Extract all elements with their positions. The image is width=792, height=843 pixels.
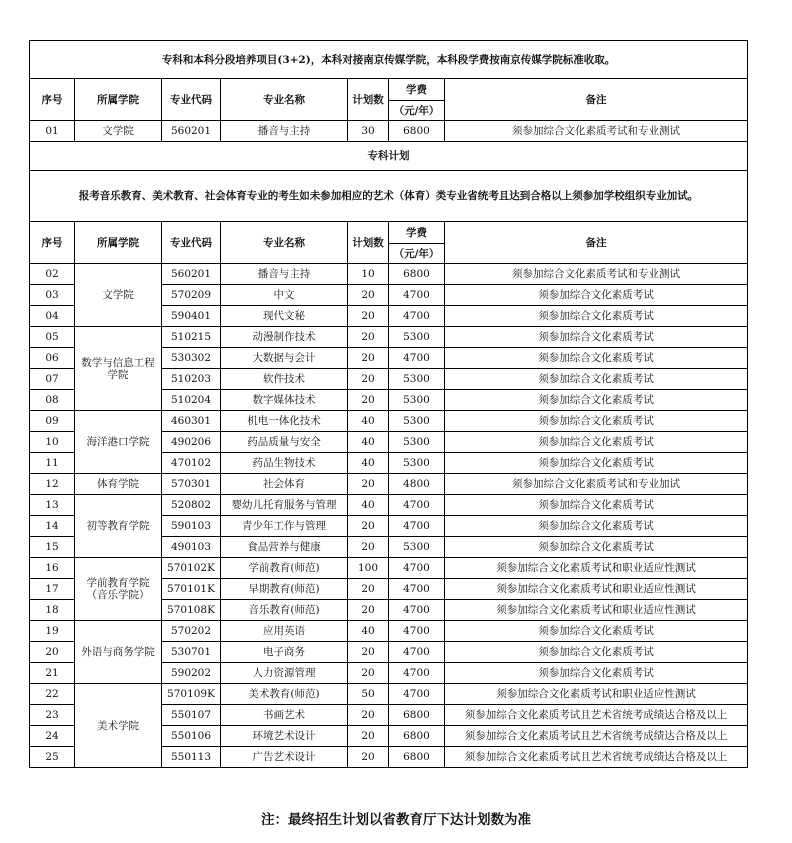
cell-fee: 6800 [389,121,445,142]
table-row [30,327,748,348]
cell-no: 13 [30,495,75,516]
cell-quota: 20 [348,516,389,537]
cell-major: 应用英语 [221,621,348,642]
cell-college: 学前教育学院（音乐学院） [75,558,162,621]
cell-quota: 20 [348,306,389,327]
cell-quota: 20 [348,642,389,663]
cell-fee: 5300 [389,390,445,411]
cell-major: 播音与主持 [221,264,348,285]
cell-remark: 须参加综合文化素质考试 [445,432,748,453]
cell-quota: 20 [348,285,389,306]
header-fee-unit: （元/年） [389,101,445,121]
cell-quota: 40 [348,453,389,474]
cell-major: 广告艺术设计 [221,747,348,768]
header-quota: 计划数 [348,222,389,264]
cell-code: 530701 [162,642,221,663]
cell-fee: 4700 [389,600,445,621]
cell-quota: 20 [348,747,389,768]
cell-college: 外语与商务学院 [75,621,162,684]
cell-fee: 5300 [389,537,445,558]
cell-remark: 须参加综合文化素质考试 [445,411,748,432]
cell-major: 药品质量与安全 [221,432,348,453]
cell-no: 18 [30,600,75,621]
cell-code: 560201 [162,121,221,142]
cell-remark: 须参加综合文化素质考试 [445,369,748,390]
cell-fee: 5300 [389,453,445,474]
cell-code: 550113 [162,747,221,768]
cell-major: 中文 [221,285,348,306]
cell-fee: 4700 [389,558,445,579]
cell-remark: 须参加综合文化素质考试和职业适应性测试 [445,684,748,705]
header-code: 专业代码 [162,222,221,264]
cell-code: 520802 [162,495,221,516]
cell-major: 数字媒体技术 [221,390,348,411]
cell-remark: 须参加综合文化素质考试和专业测试 [445,264,748,285]
cell-no: 08 [30,390,75,411]
cell-no: 09 [30,411,75,432]
cell-fee: 4700 [389,579,445,600]
cell-fee: 4700 [389,642,445,663]
cell-code: 560201 [162,264,221,285]
cell-fee: 6800 [389,264,445,285]
cell-code: 570101K [162,579,221,600]
cell-no: 23 [30,705,75,726]
cell-fee: 4700 [389,495,445,516]
cell-remark: 须参加综合文化素质考试 [445,516,748,537]
cell-quota: 30 [348,121,389,142]
cell-fee: 4700 [389,285,445,306]
cell-fee: 5300 [389,327,445,348]
header-fee: 学费 [389,79,445,101]
cell-remark: 须参加综合文化素质考试 [445,495,748,516]
header-fee: 学费 [389,222,445,244]
cell-quota: 100 [348,558,389,579]
section2-note-row [30,171,748,222]
cell-fee: 5300 [389,411,445,432]
cell-quota: 40 [348,432,389,453]
cell-college: 数学与信息工程学院 [75,327,162,411]
cell-major: 早期教育(师范) [221,579,348,600]
cell-major: 婴幼儿托育服务与管理 [221,495,348,516]
cell-college: 文学院 [75,264,162,327]
cell-quota: 20 [348,348,389,369]
cell-remark: 须参加综合文化素质考试 [445,306,748,327]
cell-code: 570108K [162,600,221,621]
cell-no: 02 [30,264,75,285]
table-row [30,474,748,495]
cell-code: 470102 [162,453,221,474]
cell-quota: 20 [348,390,389,411]
cell-quota: 40 [348,411,389,432]
header-fee-unit: （元/年） [389,244,445,264]
cell-no: 17 [30,579,75,600]
cell-code: 570202 [162,621,221,642]
cell-major: 电子商务 [221,642,348,663]
cell-remark: 须参加综合文化素质考试 [445,537,748,558]
cell-no: 12 [30,474,75,495]
cell-code: 490103 [162,537,221,558]
cell-code: 460301 [162,411,221,432]
cell-code: 590103 [162,516,221,537]
cell-no: 24 [30,726,75,747]
cell-quota: 50 [348,684,389,705]
cell-major: 美术教育(师范) [221,684,348,705]
cell-major: 动漫制作技术 [221,327,348,348]
cell-code: 590202 [162,663,221,684]
cell-code: 570102K [162,558,221,579]
cell-college: 美术学院 [75,684,162,768]
cell-major: 学前教育(师范) [221,558,348,579]
cell-major: 大数据与会计 [221,348,348,369]
cell-no: 25 [30,747,75,768]
table-header-row [30,222,748,244]
cell-remark: 须参加综合文化素质考试 [445,453,748,474]
cell-major: 播音与主持 [221,121,348,142]
header-major: 专业名称 [221,222,348,264]
section1-banner: 专科和本科分段培养项目(3+2)，本科对接南京传媒学院，本科段学费按南京传媒学院标准收取。 [30,41,748,79]
table-row [30,621,748,642]
cell-fee: 6800 [389,705,445,726]
header-remark: 备注 [445,79,748,121]
cell-code: 510203 [162,369,221,390]
cell-fee: 6800 [389,747,445,768]
cell-fee: 6800 [389,726,445,747]
footer-note: 注：最终招生计划以省教育厅下达计划数为准 [261,812,531,828]
cell-no: 05 [30,327,75,348]
table-row [30,264,748,285]
cell-major: 人力资源管理 [221,663,348,684]
cell-remark: 须参加综合文化素质考试 [445,621,748,642]
cell-quota: 20 [348,600,389,621]
section1-banner-row [30,41,748,79]
cell-major: 药品生物技术 [221,453,348,474]
cell-remark: 须参加综合文化素质考试和专业加试 [445,474,748,495]
cell-no: 14 [30,516,75,537]
cell-quota: 20 [348,537,389,558]
cell-fee: 4700 [389,306,445,327]
cell-fee: 4700 [389,348,445,369]
cell-remark: 须参加综合文化素质考试 [445,642,748,663]
cell-major: 软件技术 [221,369,348,390]
cell-code: 570109K [162,684,221,705]
cell-remark: 须参加综合文化素质考试和专业测试 [445,121,748,142]
cell-code: 510215 [162,327,221,348]
cell-major: 环境艺术设计 [221,726,348,747]
cell-remark: 须参加综合文化素质考试 [445,348,748,369]
cell-remark: 须参加综合文化素质考试且艺术省统考成绩达合格及以上 [445,726,748,747]
cell-no: 19 [30,621,75,642]
cell-code: 530302 [162,348,221,369]
cell-quota: 40 [348,495,389,516]
header-college: 所属学院 [75,79,162,121]
cell-code: 490206 [162,432,221,453]
cell-major: 青少年工作与管理 [221,516,348,537]
header-college: 所属学院 [75,222,162,264]
enrollment-plan-table [29,40,748,768]
header-quota: 计划数 [348,79,389,121]
cell-fee: 4700 [389,684,445,705]
cell-major: 现代文秘 [221,306,348,327]
cell-no: 10 [30,432,75,453]
cell-no: 01 [30,121,75,142]
table-header-row [30,79,748,101]
cell-college: 海洋港口学院 [75,411,162,474]
cell-quota: 20 [348,369,389,390]
cell-college: 文学院 [75,121,162,142]
cell-remark: 须参加综合文化素质考试 [445,663,748,684]
cell-quota: 40 [348,621,389,642]
cell-no: 03 [30,285,75,306]
cell-quota: 20 [348,726,389,747]
cell-no: 07 [30,369,75,390]
cell-remark: 须参加综合文化素质考试和职业适应性测试 [445,600,748,621]
cell-fee: 5300 [389,432,445,453]
cell-no: 16 [30,558,75,579]
cell-fee: 4700 [389,663,445,684]
table-row [30,411,748,432]
cell-remark: 须参加综合文化素质考试和职业适应性测试 [445,579,748,600]
cell-remark: 须参加综合文化素质考试且艺术省统考成绩达合格及以上 [445,705,748,726]
cell-code: 590401 [162,306,221,327]
cell-quota: 20 [348,705,389,726]
cell-college: 体育学院 [75,474,162,495]
cell-no: 11 [30,453,75,474]
cell-major: 社会体育 [221,474,348,495]
cell-quota: 20 [348,579,389,600]
cell-major: 机电一体化技术 [221,411,348,432]
table-row [30,684,748,705]
cell-no: 21 [30,663,75,684]
cell-no: 15 [30,537,75,558]
header-code: 专业代码 [162,79,221,121]
header-no: 序号 [30,79,75,121]
cell-code: 550107 [162,705,221,726]
cell-no: 22 [30,684,75,705]
table-row [30,495,748,516]
cell-major: 书画艺术 [221,705,348,726]
cell-fee: 4700 [389,621,445,642]
header-no: 序号 [30,222,75,264]
cell-remark: 须参加综合文化素质考试 [445,327,748,348]
section2-title-row [30,142,748,171]
cell-code: 550106 [162,726,221,747]
cell-code: 510204 [162,390,221,411]
header-major: 专业名称 [221,79,348,121]
cell-fee: 4800 [389,474,445,495]
cell-remark: 须参加综合文化素质考试 [445,285,748,306]
cell-quota: 20 [348,663,389,684]
cell-remark: 须参加综合文化素质考试且艺术省统考成绩达合格及以上 [445,747,748,768]
cell-quota: 20 [348,327,389,348]
cell-no: 06 [30,348,75,369]
cell-remark: 须参加综合文化素质考试和职业适应性测试 [445,558,748,579]
cell-code: 570209 [162,285,221,306]
table-row [30,558,748,579]
section2-title: 专科计划 [30,142,748,171]
cell-major: 音乐教育(师范) [221,600,348,621]
cell-college: 初等教育学院 [75,495,162,558]
cell-quota: 20 [348,474,389,495]
cell-fee: 5300 [389,369,445,390]
cell-major: 食品营养与健康 [221,537,348,558]
table-row [30,121,748,142]
cell-no: 04 [30,306,75,327]
header-remark: 备注 [445,222,748,264]
cell-code: 570301 [162,474,221,495]
cell-fee: 4700 [389,516,445,537]
section2-note: 报考音乐教育、美术教育、社会体育专业的考生如未参加相应的艺术（体育）类专业省统考且达到合格以上须参加学校组织专业加试。 [30,171,748,222]
cell-no: 20 [30,642,75,663]
cell-remark: 须参加综合文化素质考试 [445,390,748,411]
cell-quota: 10 [348,264,389,285]
